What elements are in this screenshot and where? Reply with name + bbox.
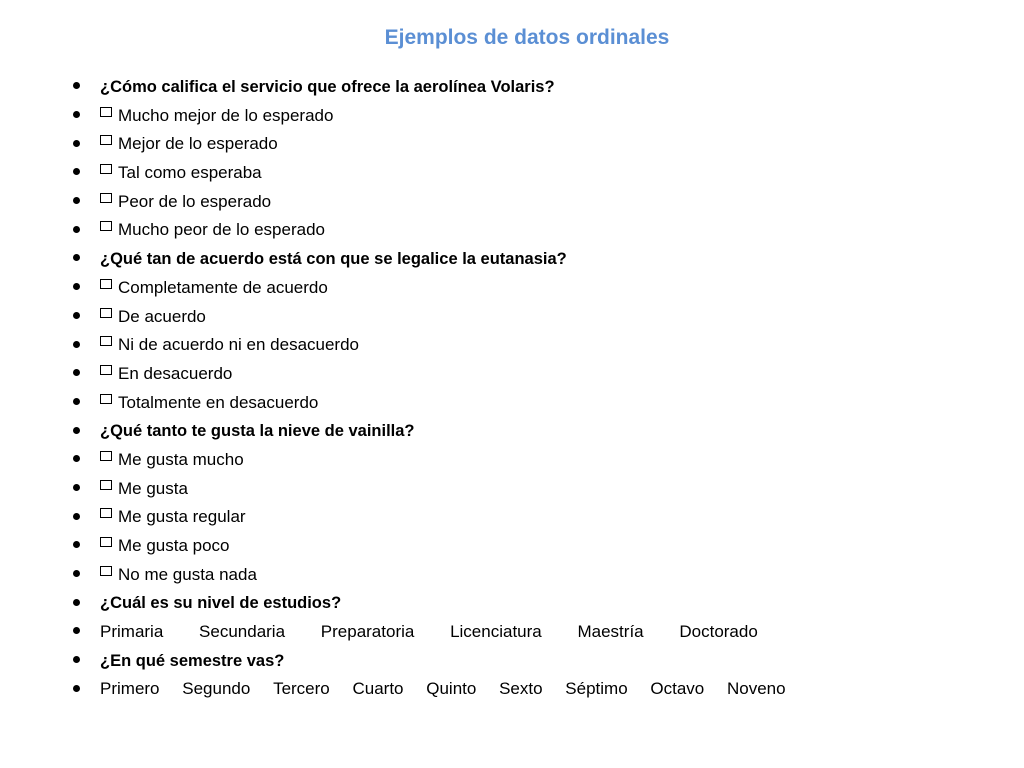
bullet-icon: [73, 627, 80, 634]
option-label: Mejor de lo esperado: [118, 134, 278, 154]
level-option: Secundaria: [199, 622, 286, 642]
checkbox-icon[interactable]: [100, 365, 112, 375]
option-label: Peor de lo esperado: [118, 191, 272, 211]
bullet-icon: [73, 685, 80, 692]
bullet-icon: [73, 455, 80, 462]
semester-option: Sexto: [499, 679, 543, 699]
option-item: [70, 532, 970, 561]
semester-options: [100, 675, 804, 704]
bullet-icon: [73, 541, 80, 548]
option-label: Me gusta mucho: [118, 449, 244, 469]
option-item: [70, 446, 970, 475]
semester-option: Noveno: [727, 679, 786, 699]
bullet-icon: [73, 656, 80, 663]
bullet-icon: [73, 484, 80, 491]
semester-option: Tercero: [273, 679, 330, 699]
semester-option: Octavo: [650, 679, 705, 699]
level-option: Maestría: [577, 622, 644, 642]
option-item: [70, 561, 970, 590]
checkbox-icon[interactable]: [100, 107, 112, 117]
level-option: Licenciatura: [450, 622, 542, 642]
checkbox-icon[interactable]: [100, 164, 112, 174]
question-text: ¿En qué semestre vas?: [100, 651, 285, 670]
level-option: Doctorado: [679, 622, 758, 642]
checkbox-icon[interactable]: [100, 394, 112, 404]
checkbox-icon[interactable]: [100, 508, 112, 518]
bullet-list: [70, 73, 970, 704]
option-label: Ni de acuerdo ni en desacuerdo: [118, 335, 359, 355]
option-item: [70, 188, 970, 217]
checkbox-icon[interactable]: [100, 193, 112, 203]
option-label: Me gusta poco: [118, 536, 230, 555]
semesters-row: [70, 675, 970, 704]
question-text: ¿Qué tan de acuerdo está con que se legalice la eutanasia?: [100, 250, 567, 269]
question-text: ¿Cuál es su nivel de estudios?: [100, 594, 342, 613]
semester-option: Segundo: [182, 679, 251, 699]
option-label: Me gusta: [118, 478, 188, 498]
bullet-icon: [73, 140, 80, 147]
bullet-icon: [73, 226, 80, 233]
option-item: [70, 102, 970, 131]
option-item: [70, 130, 970, 159]
bullet-icon: [73, 312, 80, 319]
option-item: [70, 331, 970, 360]
question-text: ¿Qué tanto te gusta la nieve de vainilla?: [100, 422, 415, 441]
bullet-icon: [73, 369, 80, 376]
option-item: [70, 389, 970, 418]
bullet-icon: [73, 570, 80, 577]
option-item: [70, 159, 970, 188]
question-3: [70, 417, 970, 446]
semester-option: Séptimo: [565, 679, 628, 699]
option-label: De acuerdo: [118, 306, 206, 326]
bullet-icon: [73, 283, 80, 290]
bullet-icon: [73, 197, 80, 204]
education-levels-row: [70, 618, 970, 647]
semester-option: Primero: [100, 679, 160, 699]
question-text: ¿Cómo califica el servicio que ofrece la aerolínea Volaris?: [100, 78, 555, 96]
bullet-icon: [73, 427, 80, 434]
option-label: Mucho peor de lo esperado: [118, 220, 325, 240]
question-5: [70, 647, 970, 676]
bullet-icon: [73, 168, 80, 175]
semester-option: Quinto: [426, 679, 477, 699]
bullet-icon: [73, 599, 80, 606]
option-label: Me gusta regular: [118, 507, 246, 527]
bullet-icon: [73, 111, 80, 118]
checkbox-icon[interactable]: [100, 308, 112, 318]
option-label: Mucho mejor de lo esperado: [118, 105, 334, 125]
checkbox-icon[interactable]: [100, 135, 112, 145]
semester-option: Cuarto: [352, 679, 404, 699]
checkbox-icon[interactable]: [100, 451, 112, 461]
question-2: [70, 245, 970, 274]
checkbox-icon[interactable]: [100, 221, 112, 231]
checkbox-icon[interactable]: [100, 566, 112, 576]
bullet-icon: [73, 513, 80, 520]
checkbox-icon[interactable]: [100, 336, 112, 346]
checkbox-icon[interactable]: [100, 480, 112, 490]
option-item: [70, 475, 970, 504]
bullet-icon: [73, 341, 80, 348]
option-item: [70, 360, 970, 389]
level-option: Preparatoria: [320, 622, 415, 642]
bullet-icon: [73, 398, 80, 405]
option-label: Totalmente en desacuerdo: [118, 392, 319, 412]
option-label: Tal como esperaba: [118, 163, 262, 183]
option-item: [70, 274, 970, 303]
question-1: [70, 73, 970, 102]
slide-title: Ejemplos de datos ordinales: [384, 26, 670, 49]
option-item: [70, 303, 970, 332]
education-levels: [100, 618, 789, 647]
checkbox-icon[interactable]: [100, 279, 112, 289]
checkbox-icon[interactable]: [100, 537, 112, 547]
level-option: Primaria: [100, 622, 164, 642]
question-4: [70, 589, 970, 618]
option-label: Completamente de acuerdo: [118, 277, 328, 297]
option-label: En desacuerdo: [118, 363, 233, 383]
option-item: [70, 503, 970, 532]
option-item: [70, 216, 970, 245]
bullet-icon: [73, 82, 80, 89]
option-label: No me gusta nada: [118, 564, 257, 584]
bullet-icon: [73, 254, 80, 261]
